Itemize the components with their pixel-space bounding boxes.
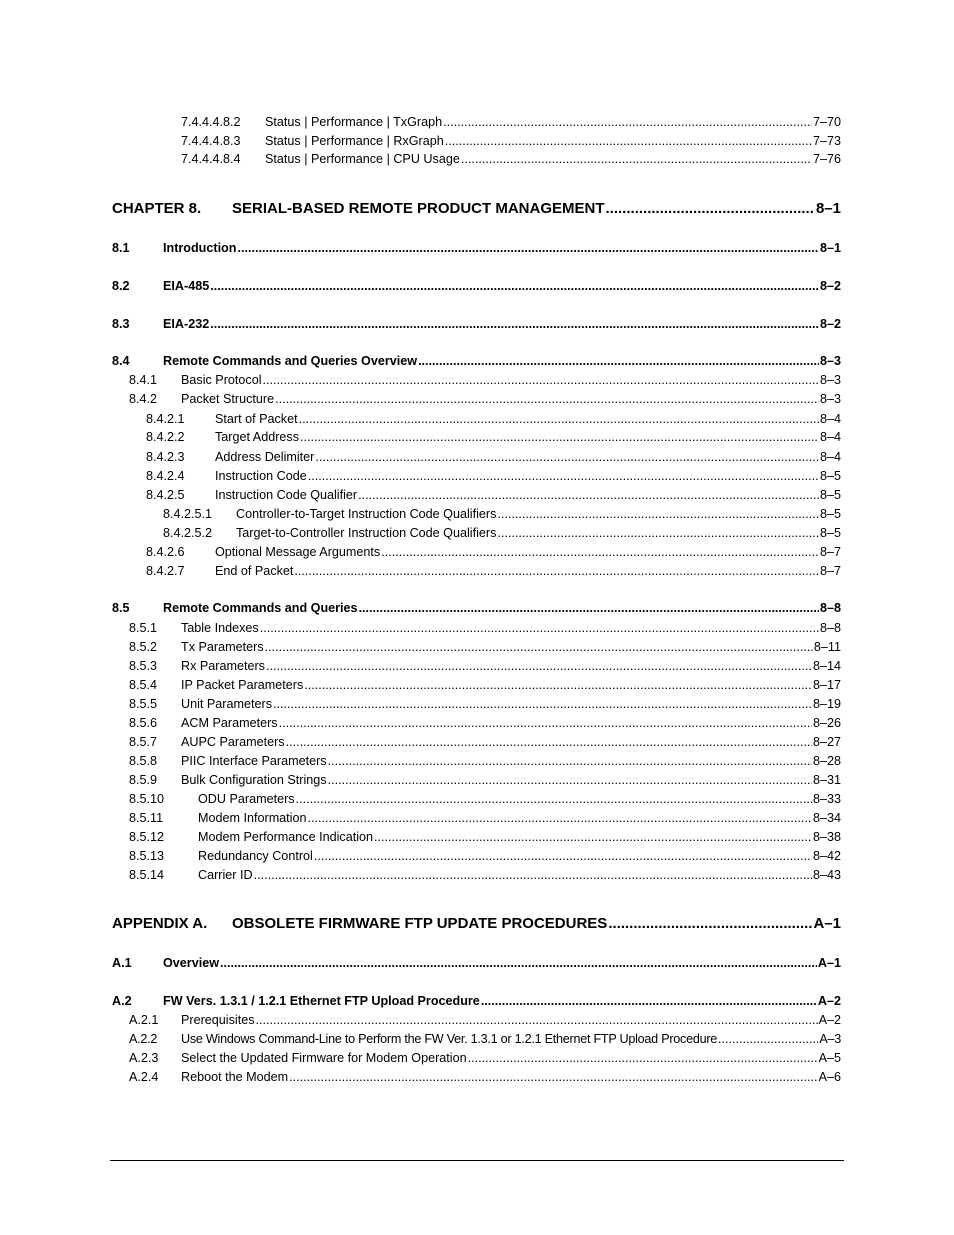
toc-page: 8–4 — [819, 430, 841, 444]
toc-entry[interactable] — [129, 772, 841, 788]
toc-number: 8.5.11 — [129, 811, 164, 825]
toc-title: Modem Performance Indication — [198, 830, 373, 844]
toc-entry[interactable] — [146, 487, 841, 503]
toc-title: Introduction — [163, 241, 237, 255]
toc-title: Table Indexes — [181, 621, 259, 635]
toc-entry[interactable] — [129, 791, 841, 807]
toc-page: A–3 — [819, 1032, 841, 1046]
toc-appendix-entry[interactable] — [112, 915, 841, 933]
toc-entry[interactable] — [129, 1012, 841, 1028]
toc-number: 7.4.4.4.8.3 — [181, 134, 241, 148]
toc-page: 8–5 — [819, 488, 841, 502]
toc-entry[interactable] — [129, 753, 841, 769]
toc-page: 8–11 — [813, 640, 841, 654]
toc-page: 8–5 — [819, 507, 841, 521]
toc-entry[interactable] — [129, 867, 841, 883]
toc-title: SERIAL-BASED REMOTE PRODUCT MANAGEMENT — [232, 200, 605, 217]
toc-number: 8.4 — [112, 354, 130, 368]
toc-number: 8.5.5 — [129, 697, 158, 711]
toc-entry[interactable] — [129, 810, 841, 826]
toc-title: Instruction Code Qualifier — [215, 488, 358, 502]
dot-leader — [314, 848, 812, 864]
toc-number: 8.4.2.1 — [146, 412, 185, 426]
toc-title: IP Packet Parameters — [181, 678, 304, 692]
dot-leader — [304, 677, 812, 693]
dot-leader — [237, 240, 819, 256]
toc-number: 8.5.1 — [129, 621, 158, 635]
toc-number: 8.1 — [112, 241, 130, 255]
dot-leader — [300, 429, 819, 445]
dot-leader — [289, 1069, 817, 1085]
toc-title: Controller-to-Target Instruction Code Qualifiers — [236, 507, 497, 521]
toc-page: 8–38 — [812, 830, 841, 844]
dot-leader — [263, 372, 819, 388]
toc-title: OBSOLETE FIRMWARE FTP UPDATE PROCEDURES — [232, 915, 608, 932]
dot-leader — [308, 810, 812, 826]
toc-title: Tx Parameters — [181, 640, 264, 654]
toc-title: ODU Parameters — [198, 792, 295, 806]
toc-section-entry[interactable] — [112, 600, 841, 616]
toc-entry[interactable] — [146, 468, 841, 484]
toc-page: 8–42 — [812, 849, 841, 863]
toc-title: Target-to-Controller Instruction Code Qualifiers — [236, 526, 497, 540]
toc-page: 8–3 — [819, 373, 841, 387]
dot-leader — [328, 772, 812, 788]
toc-page: 8–1 — [815, 200, 841, 217]
footer-divider — [110, 1160, 844, 1161]
dot-leader — [359, 600, 819, 616]
dot-leader — [220, 955, 817, 971]
dot-leader — [254, 867, 812, 883]
dot-leader — [608, 915, 812, 933]
toc-title: Status | Performance | RxGraph — [265, 134, 444, 148]
toc-number: APPENDIX A. — [112, 915, 208, 932]
toc-title: Basic Protocol — [181, 373, 262, 387]
toc-number: 8.5.6 — [129, 716, 158, 730]
toc-page: 7–76 — [812, 152, 841, 166]
toc-title: PIIC Interface Parameters — [181, 754, 327, 768]
toc-title: Start of Packet — [215, 412, 298, 426]
dot-leader — [256, 1012, 818, 1028]
dot-leader — [328, 753, 812, 769]
dot-leader — [497, 525, 819, 541]
toc-number: 8.5.7 — [129, 735, 158, 749]
toc-entry[interactable] — [146, 544, 841, 560]
toc-number: 7.4.4.4.8.2 — [181, 115, 241, 129]
toc-entry[interactable] — [129, 829, 841, 845]
toc-title: Packet Structure — [181, 392, 275, 406]
toc-number: 8.5.4 — [129, 678, 158, 692]
toc-page: A–6 — [818, 1070, 841, 1084]
toc-number: A.2 — [112, 994, 132, 1008]
dot-leader — [468, 1050, 818, 1066]
toc-page: 8–34 — [812, 811, 841, 825]
toc-number: 8.5.14 — [129, 868, 165, 882]
toc-title: Unit Parameters — [181, 697, 272, 711]
toc-title: EIA-232 — [163, 317, 210, 331]
toc-entry[interactable] — [129, 391, 841, 407]
toc-title: AUPC Parameters — [181, 735, 285, 749]
toc-title: Prerequisites — [181, 1013, 255, 1027]
toc-page: 8–2 — [819, 279, 841, 293]
toc-title: Rx Parameters — [181, 659, 265, 673]
toc-number: 8.5.2 — [129, 640, 158, 654]
dot-leader — [381, 544, 819, 560]
toc-section-entry[interactable] — [112, 240, 841, 256]
toc-entry[interactable] — [129, 372, 841, 388]
toc-title: Optional Message Arguments — [215, 545, 381, 559]
toc-page: A–1 — [813, 915, 841, 932]
toc-number: 8.2 — [112, 279, 130, 293]
dot-leader — [445, 133, 812, 149]
toc-page: 8–28 — [812, 754, 841, 768]
toc-number: A.2.1 — [129, 1013, 159, 1027]
toc-title: End of Packet — [215, 564, 294, 578]
toc-title: Instruction Code — [215, 469, 307, 483]
toc-page: A–2 — [817, 994, 841, 1008]
toc-number: 8.5.13 — [129, 849, 165, 863]
toc-title: Bulk Configuration Strings — [181, 773, 327, 787]
dot-leader — [273, 696, 812, 712]
toc-entry[interactable] — [129, 677, 841, 693]
toc-title: EIA-485 — [163, 279, 210, 293]
toc-entry[interactable] — [146, 563, 841, 579]
toc-number: 8.5.12 — [129, 830, 165, 844]
toc-entry[interactable] — [129, 715, 841, 731]
dot-leader — [265, 639, 813, 655]
dot-leader — [260, 620, 819, 636]
toc-number: 8.5.8 — [129, 754, 158, 768]
dot-leader — [315, 449, 819, 465]
toc-entry[interactable] — [146, 411, 841, 427]
dot-leader — [718, 1031, 818, 1047]
toc-entry[interactable] — [129, 696, 841, 712]
toc-page: 8–3 — [819, 354, 841, 368]
toc-page: A–2 — [818, 1013, 841, 1027]
toc-entry[interactable] — [146, 449, 841, 465]
toc-number: 8.4.1 — [129, 373, 158, 387]
toc-number: 8.4.2.2 — [146, 430, 185, 444]
toc-section-entry[interactable] — [112, 353, 841, 369]
toc-page: 8–1 — [819, 241, 841, 255]
toc-page: 8–14 — [812, 659, 841, 673]
dot-leader — [296, 791, 812, 807]
toc-page: 8–17 — [812, 678, 841, 692]
toc-title: Overview — [163, 956, 220, 970]
toc-page: 8–43 — [812, 868, 841, 882]
toc-page: 8–19 — [812, 697, 841, 711]
toc-title: Remote Commands and Queries Overview — [163, 354, 418, 368]
toc-number: 7.4.4.4.8.4 — [181, 152, 241, 166]
toc-entry[interactable] — [146, 429, 841, 445]
toc-entry[interactable] — [181, 151, 841, 167]
toc-number: 8.4.2.5.1 — [163, 507, 213, 521]
toc-entry[interactable] — [181, 133, 841, 149]
toc-entry[interactable] — [129, 848, 841, 864]
toc-title: Target Address — [215, 430, 300, 444]
toc-title: Select the Updated Firmware for Modem Operation — [181, 1051, 467, 1065]
toc-page: 8–33 — [812, 792, 841, 806]
toc-page: 8–4 — [819, 450, 841, 464]
toc-entry[interactable] — [129, 1069, 841, 1085]
toc-section-entry[interactable] — [112, 993, 841, 1009]
toc-page: 8–4 — [819, 412, 841, 426]
toc-page: 8–31 — [812, 773, 841, 787]
dot-leader — [294, 563, 819, 579]
dot-leader — [210, 316, 819, 332]
toc-page: 8–3 — [819, 392, 841, 406]
toc-page: 7–73 — [812, 134, 841, 148]
toc-number: 8.4.2.5 — [146, 488, 185, 502]
toc-page: 7–70 — [812, 115, 841, 129]
toc-number: A.2.4 — [129, 1070, 159, 1084]
toc-title: Use Windows Command-Line to Perform the FW Ver. 1.3.1 or 1.2.1 Ethernet FTP Upload Procedure — [181, 1032, 718, 1046]
toc-number: A.1 — [112, 956, 132, 970]
toc-title: Address Delimiter — [215, 450, 315, 464]
toc-number: 8.4.2.5.2 — [163, 526, 213, 540]
dot-leader — [275, 391, 819, 407]
dot-leader — [497, 506, 819, 522]
toc-entry[interactable] — [129, 620, 841, 636]
toc-number: 8.5.10 — [129, 792, 165, 806]
toc-entry[interactable] — [129, 1050, 841, 1066]
toc-number: 8.5 — [112, 601, 130, 615]
toc-number: A.2.3 — [129, 1051, 159, 1065]
toc-page: 8–7 — [819, 545, 841, 559]
dot-leader — [606, 200, 815, 218]
toc-entry[interactable] — [129, 639, 841, 655]
toc-number: 8.5.3 — [129, 659, 158, 673]
toc-number: 8.5.9 — [129, 773, 158, 787]
dot-leader — [286, 734, 812, 750]
toc-page: A–5 — [818, 1051, 841, 1065]
toc-page: A–1 — [817, 956, 841, 970]
toc-title: Reboot the Modem — [181, 1070, 289, 1084]
toc-section-entry[interactable] — [112, 316, 841, 332]
toc-title: Remote Commands and Queries — [163, 601, 358, 615]
dot-leader — [266, 658, 812, 674]
toc-number: 8.3 — [112, 317, 130, 331]
toc-section-entry[interactable] — [112, 278, 841, 294]
dot-leader — [210, 278, 819, 294]
toc-entry[interactable] — [163, 525, 841, 541]
toc-number: 8.4.2 — [129, 392, 158, 406]
dot-leader — [358, 487, 819, 503]
toc-entry[interactable] — [129, 734, 841, 750]
toc-title: Status | Performance | CPU Usage — [265, 152, 460, 166]
toc-number: 8.4.2.4 — [146, 469, 185, 483]
toc-title: Status | Performance | TxGraph — [265, 115, 443, 129]
toc-page: 8–5 — [819, 526, 841, 540]
dot-leader — [299, 411, 819, 427]
toc-number: 8.4.2.3 — [146, 450, 185, 464]
toc-page: 8–8 — [819, 601, 841, 615]
toc-page: 8–5 — [819, 469, 841, 483]
dot-leader — [481, 993, 817, 1009]
toc-entry[interactable] — [163, 506, 841, 522]
dot-leader — [418, 353, 819, 369]
toc-section-entry[interactable] — [112, 955, 841, 971]
toc-chapter-entry[interactable] — [112, 200, 841, 218]
toc-page: 8–7 — [819, 564, 841, 578]
toc-entry[interactable] — [129, 658, 841, 674]
dot-leader — [374, 829, 812, 845]
toc-title: Carrier ID — [198, 868, 253, 882]
toc-number: 8.4.2.6 — [146, 545, 185, 559]
toc-page: 8–2 — [819, 317, 841, 331]
toc-title: ACM Parameters — [181, 716, 278, 730]
toc-number: 8.4.2.7 — [146, 564, 185, 578]
dot-leader — [279, 715, 812, 731]
toc-entry[interactable] — [129, 1031, 841, 1047]
dot-leader — [443, 114, 812, 130]
toc-number: A.2.2 — [129, 1032, 158, 1046]
toc-title: Modem Information — [198, 811, 307, 825]
toc-page: 8–8 — [819, 621, 841, 635]
dot-leader — [308, 468, 819, 484]
toc-number: CHAPTER 8. — [112, 200, 202, 217]
toc-page: 8–27 — [812, 735, 841, 749]
toc-title: FW Vers. 1.3.1 / 1.2.1 Ethernet FTP Upload Procedure — [163, 994, 480, 1008]
toc-entry[interactable] — [181, 114, 841, 130]
toc-title: Redundancy Control — [198, 849, 313, 863]
dot-leader — [461, 151, 812, 167]
toc-page: 8–26 — [812, 716, 841, 730]
